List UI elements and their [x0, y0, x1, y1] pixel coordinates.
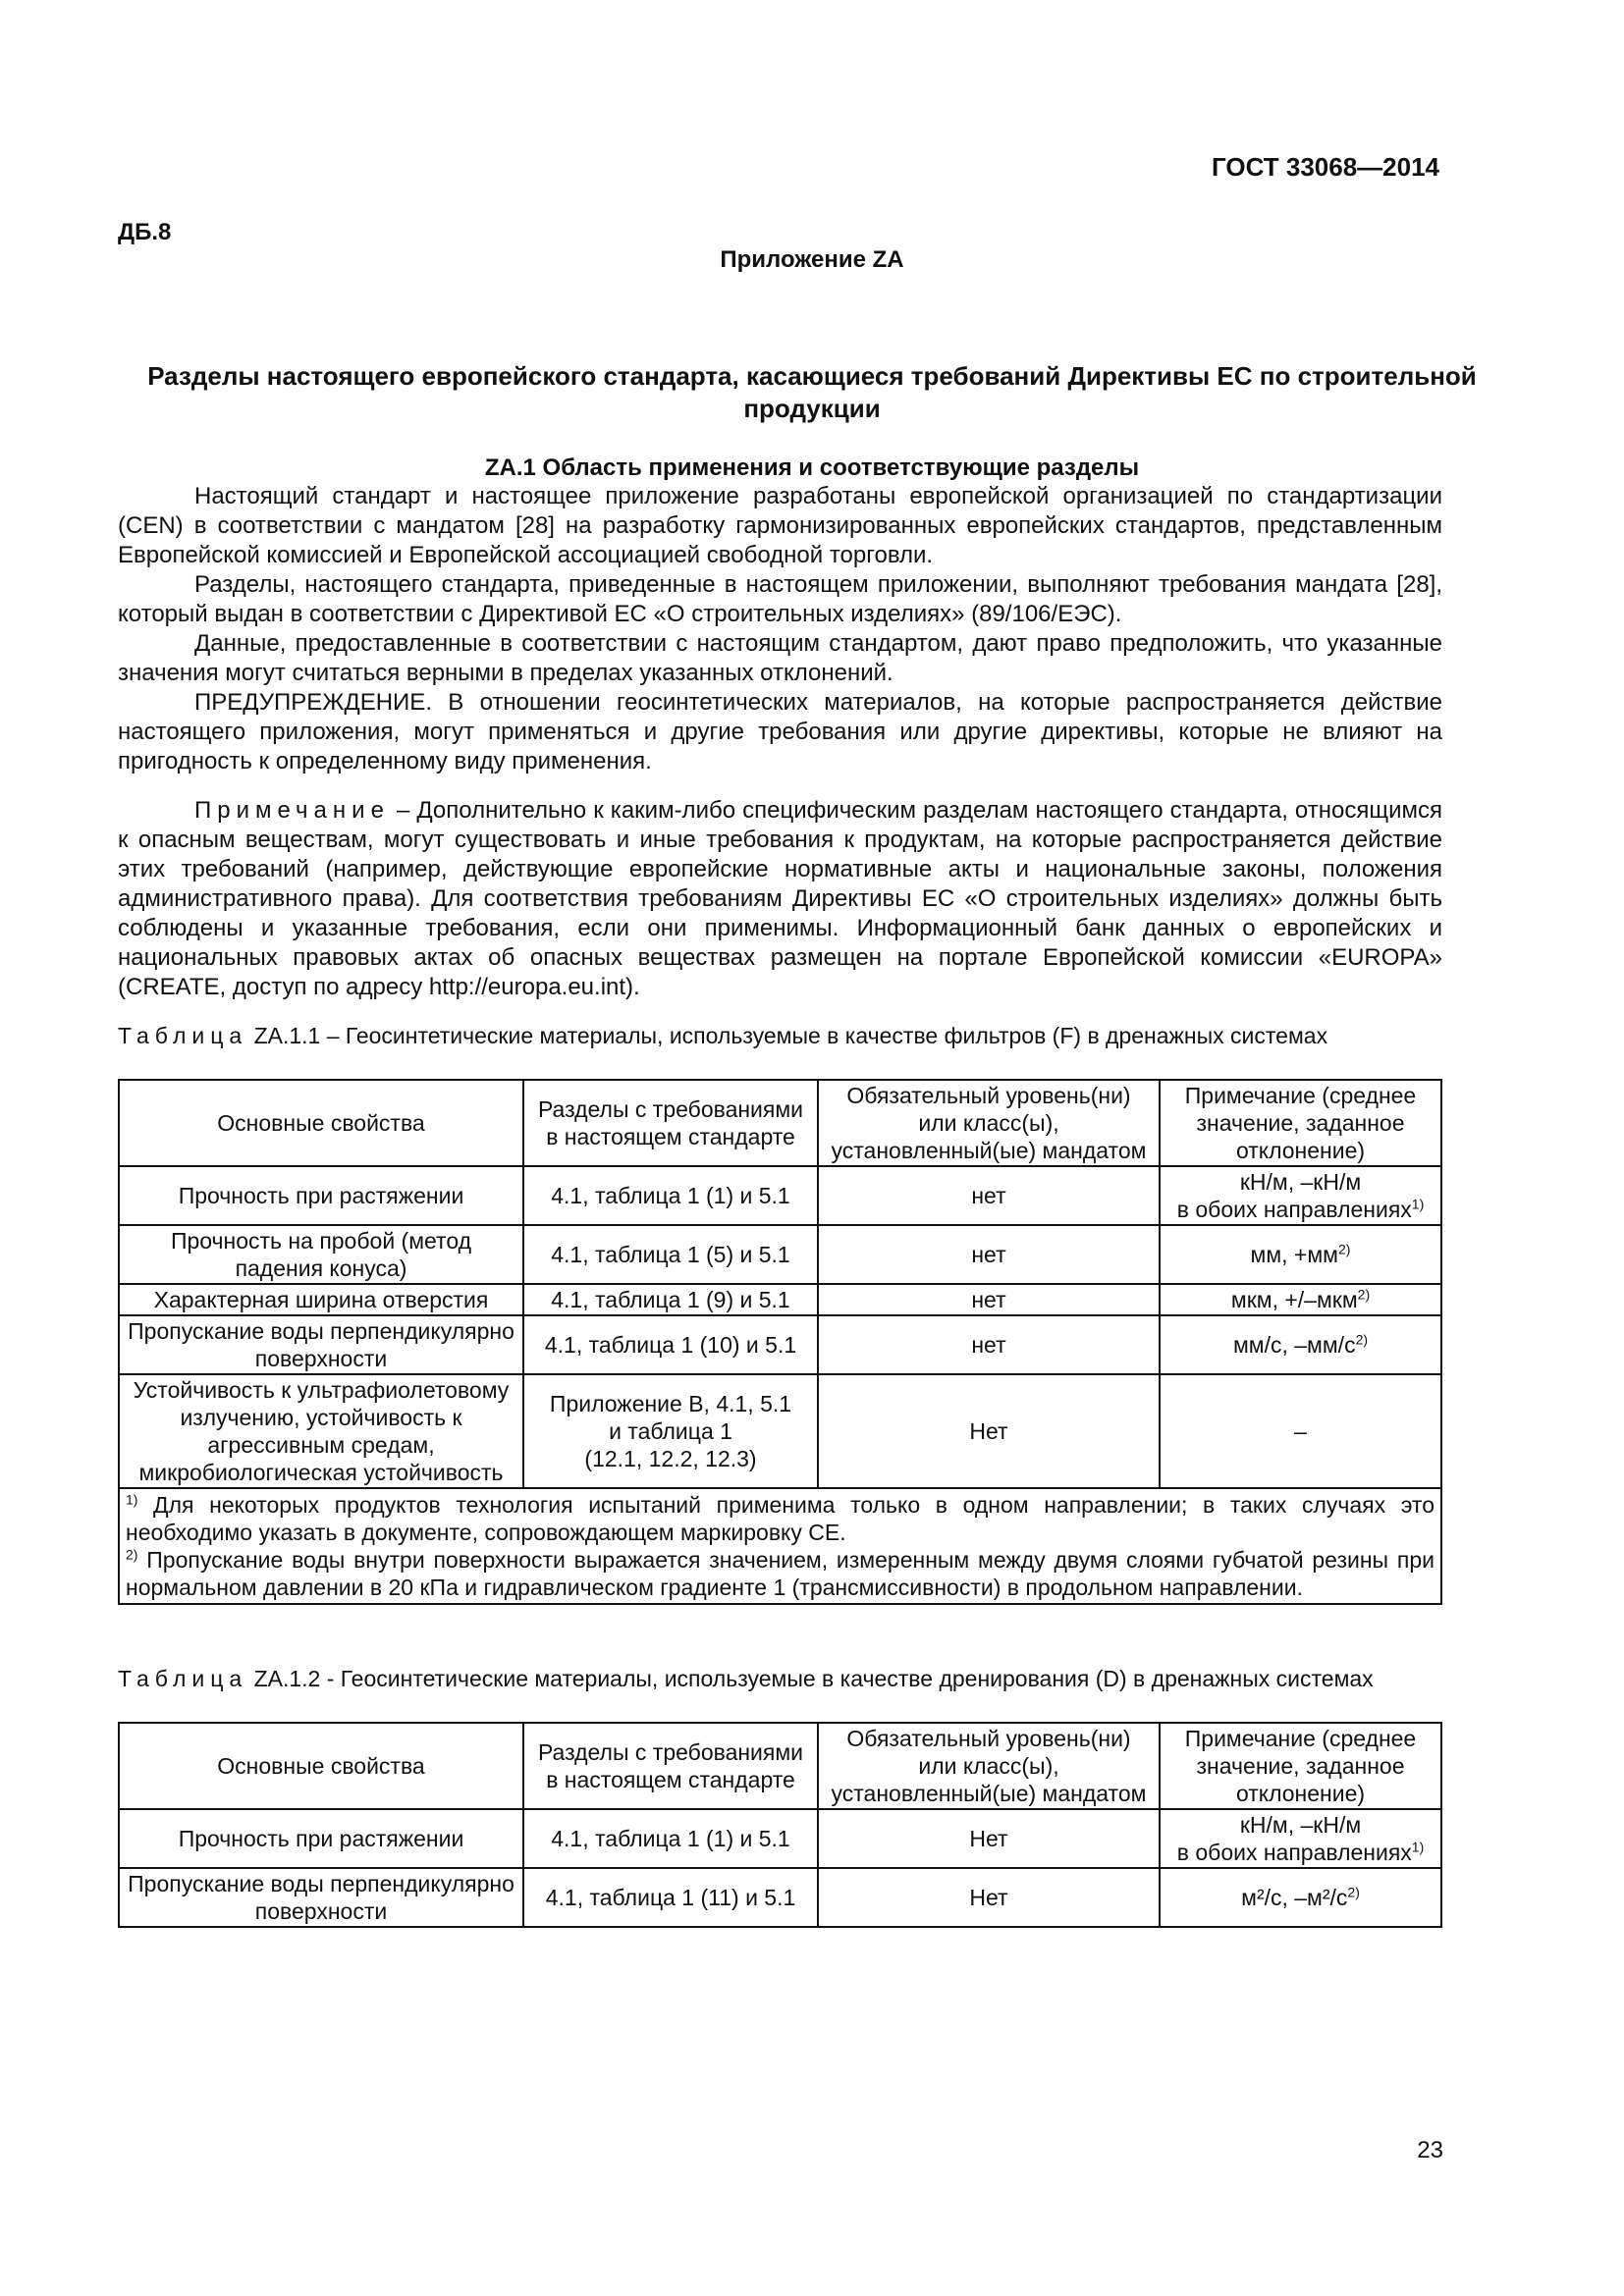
main-title: Разделы настоящего европейского стандарта, касающиеся требований Директивы ЕС по строительной продукции: [147, 361, 1477, 423]
header-cell: Примечание (среднее значение, заданное отклонение): [1160, 1723, 1441, 1809]
table2-caption-text: ZA.1.2 - Геосинтетические материалы, используемые в качестве дренирования (D) в дренажных системах: [247, 1666, 1374, 1691]
note-cell: [1160, 1315, 1441, 1374]
header-cell: Разделы с требованиями в настоящем стандарте: [523, 1080, 818, 1166]
note-value: м²/с, –м²/с: [1241, 1885, 1348, 1910]
footnote-text: Пропускание воды внутри поверхности выражается значением, измеренным между двумя слоями губчатой резины при нормальном давлении в 20 кПа и гидравлическом градиенте 1 (трансмиссивности) в продольном направлении.: [126, 1547, 1435, 1600]
footnote-mark: 1): [126, 1491, 138, 1508]
note-cell: [1160, 1166, 1441, 1225]
table-row: [119, 1166, 1441, 1225]
table-row: [119, 1284, 1441, 1315]
header-cell: Основные свойства: [119, 1723, 523, 1809]
paragraph: Разделы, настоящего стандарта, приведенные в настоящем приложении, выполняют требования мандата [28], который выдан в соответствии с Директивой ЕС «О строительных изделиях» (89/106/ЕЭС).: [118, 571, 1442, 627]
level-cell: Нет: [818, 1809, 1160, 1868]
table-row: [119, 1374, 1441, 1488]
property-cell: Прочность на пробой (метод падения конуса): [119, 1225, 523, 1284]
table-row: [119, 1809, 1441, 1868]
sections-cell: 4.1, таблица 1 (1) и 5.1: [523, 1809, 818, 1868]
footnote: [126, 1546, 1435, 1601]
note-value: мкм, +/–мкм: [1230, 1287, 1358, 1312]
sections-line: (12.1, 12.2, 12.3): [584, 1446, 757, 1471]
level-cell: нет: [818, 1315, 1160, 1374]
header-cell: Разделы с требованиями в настоящем стандарте: [523, 1723, 818, 1809]
note-value: мм/с, –мм/с: [1232, 1332, 1356, 1358]
header-cell: Примечание (среднее значение, заданное отклонение): [1160, 1080, 1441, 1166]
footnote-mark: 2): [126, 1546, 138, 1563]
table-header-row: [119, 1080, 1441, 1166]
sections-cell: [523, 1374, 818, 1488]
footnote: [126, 1491, 1435, 1546]
sections-cell: 4.1, таблица 1 (1) и 5.1: [523, 1166, 818, 1225]
sections-cell: 4.1, таблица 1 (5) и 5.1: [523, 1225, 818, 1284]
note-cell: –: [1160, 1374, 1441, 1488]
property-cell: Устойчивость к ультрафиолетовому излучению, устойчивость к агрессивным средам, микробиологическая устойчивость: [119, 1374, 523, 1488]
paragraph: Настоящий стандарт и настоящее приложение разработаны европейской организацией по стандартизации (CEN) в соответствии с мандатом [28] на разработку гармонизированных европейских стандартов, представленным Европейской комиссией и Европейской ассоциацией свободной торговли.: [118, 483, 1442, 568]
sections-cell: 4.1, таблица 1 (10) и 5.1: [523, 1315, 818, 1374]
footnote-ref: 2): [1347, 1884, 1360, 1900]
appendix-title: Приложение ZA: [720, 246, 904, 273]
level-cell: нет: [818, 1225, 1160, 1284]
table-row: [119, 1225, 1441, 1284]
table-row: [119, 1315, 1441, 1374]
note-cell: [1160, 1225, 1441, 1284]
note-block: [118, 796, 1442, 1002]
table2-caption-label: Таблица: [118, 1666, 248, 1691]
section-number: ДБ.8: [118, 219, 172, 245]
subsection-title: ZA.1 Область применения и соответствующие разделы: [484, 454, 1140, 481]
footnote-ref: 2): [1355, 1331, 1369, 1348]
property-cell: Прочность при растяжении: [119, 1166, 523, 1225]
note-line: кН/м, –кН/м: [1239, 1812, 1362, 1838]
note-value: мм, +мм: [1250, 1242, 1338, 1267]
header-cell: Основные свойства: [119, 1080, 523, 1166]
footnotes-cell: [119, 1488, 1441, 1604]
sections-cell: 4.1, таблица 1 (9) и 5.1: [523, 1284, 818, 1315]
note-paragraph: [118, 796, 1442, 1002]
body-text: [118, 482, 1442, 776]
level-cell: нет: [818, 1166, 1160, 1225]
table1-caption: [118, 1022, 1442, 1049]
footnote-ref: 1): [1411, 1839, 1425, 1855]
document-code: ГОСТ 33068—2014: [1212, 152, 1439, 182]
note-line: в обоих направлениях: [1176, 1197, 1412, 1222]
header-cell: Обязательный уровень(ни) или класс(ы), установленный(ые) мандатом: [818, 1080, 1160, 1166]
property-cell: Пропускание воды перпендикулярно поверхности: [119, 1868, 523, 1927]
paragraph: ПРЕДУПРЕЖДЕНИЕ. В отношении геосинтетических материалов, на которые распространяется действие настоящего приложения, могут применяться и другие требования или другие директивы, которые не влияют на пригодность к определенному виду применения.: [118, 689, 1442, 774]
note-cell: [1160, 1284, 1441, 1315]
note-label: Примечание: [194, 797, 390, 824]
sections-cell: 4.1, таблица 1 (11) и 5.1: [523, 1868, 818, 1927]
header-cell: Обязательный уровень(ни) или класс(ы), установленный(ые) мандатом: [818, 1723, 1160, 1809]
table-row: [119, 1868, 1441, 1927]
sections-line: и таблица 1: [609, 1418, 732, 1444]
table-footnotes-row: [119, 1488, 1441, 1604]
table-za-1-2: [118, 1722, 1442, 1928]
page-number: 23: [1417, 2137, 1443, 2163]
property-cell: Прочность при растяжении: [119, 1809, 523, 1868]
footnote-ref: 2): [1338, 1241, 1351, 1257]
property-cell: Пропускание воды перпендикулярно поверхности: [119, 1315, 523, 1374]
table1-caption-text: ZA.1.1 – Геосинтетические материалы, используемые в качестве фильтров (F) в дренажных системах: [247, 1023, 1328, 1048]
footnote-ref: 1): [1411, 1196, 1425, 1212]
footnote-ref: 2): [1357, 1286, 1371, 1303]
property-cell: Характерная ширина отверстия: [119, 1284, 523, 1315]
note-line: в обоих направлениях: [1176, 1840, 1412, 1865]
note-cell: [1160, 1868, 1441, 1927]
table2-caption: [118, 1665, 1442, 1692]
table-za-1-1: [118, 1079, 1442, 1605]
table1-caption-label: Таблица: [118, 1023, 248, 1048]
note-line: кН/м, –кН/м: [1239, 1169, 1362, 1195]
level-cell: Нет: [818, 1868, 1160, 1927]
level-cell: Нет: [818, 1374, 1160, 1488]
level-cell: нет: [818, 1284, 1160, 1315]
note-text: – Дополнительно к каким-либо специфическим разделам настоящего стандарта, относящимся к опасным веществам, могут существовать и иные требования к продуктам, на которые распространяется действие этих требований (например, действующие европейские нормативные акты и национальные законы, положения административного права). Для соответствия требованиям Директивы ЕС «О строительных изделиях» должны быть соблюдены и указанные требования, если они применимы. Информационный банк данных о европейских и национальных правовых актах об опасных веществах размещен на портале Европейской комиссии «EUROPA» (CREATE, доступ по адресу http://europa.eu.int).: [118, 797, 1442, 1000]
sections-line: Приложение В, 4.1, 5.1: [549, 1391, 792, 1416]
footnote-text: Для некоторых продуктов технология испытаний применима только в одном направлении; в таких случаях это необходимо указать в документе, сопровождающем маркировку СЕ.: [126, 1492, 1435, 1545]
table-header-row: [119, 1723, 1441, 1809]
paragraph: Данные, предоставленные в соответствии с настоящим стандартом, дают право предположить, что указанные значения могут считаться верными в пределах указанных отклонений.: [118, 630, 1442, 686]
note-cell: [1160, 1809, 1441, 1868]
